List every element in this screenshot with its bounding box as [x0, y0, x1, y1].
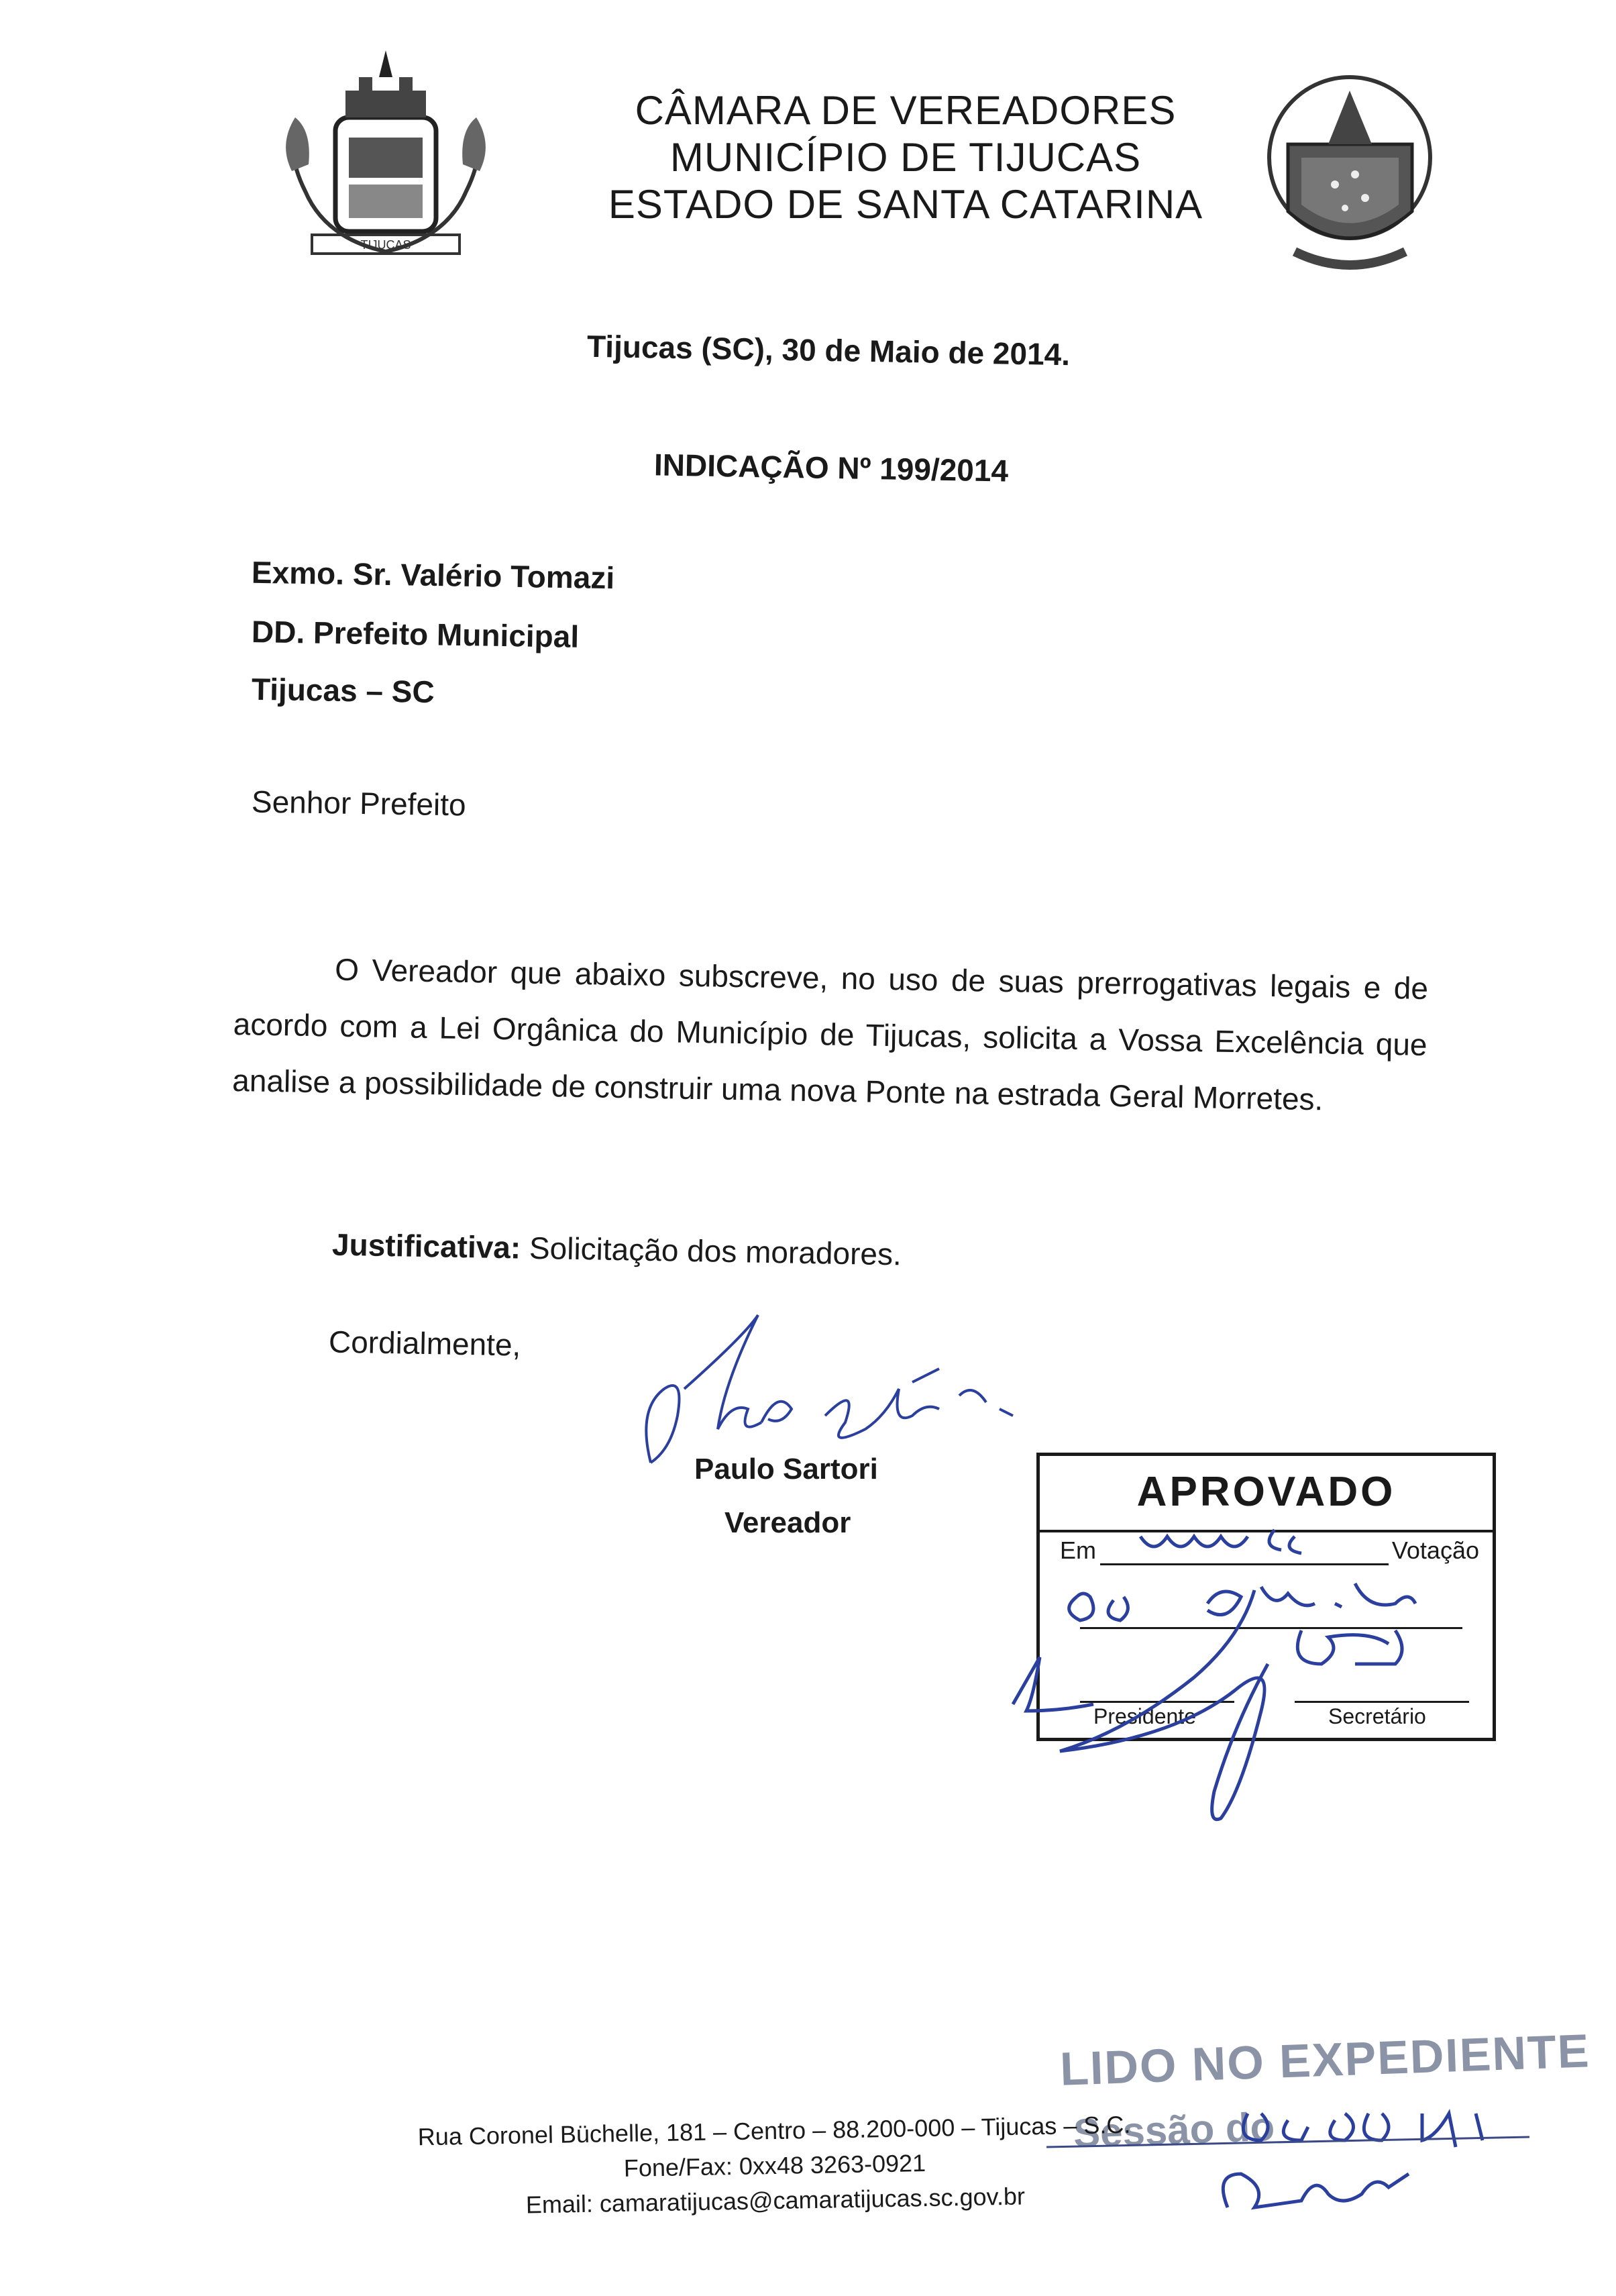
footer: [388, 2107, 1162, 2225]
addressee-name: Exmo. Sr. Valério Tomazi: [251, 554, 615, 596]
stamp-presidente-label: Presidente: [1093, 1704, 1196, 1728]
header-line-2: MUNICÍPIO DE TIJUCAS: [669, 135, 1142, 180]
stamp-votacao-label: Votação: [1391, 1536, 1479, 1564]
closing: Cordialmente,: [328, 1324, 521, 1363]
addressee-location: Tijucas – SC: [251, 671, 435, 710]
indicacao-number: INDICAÇÃO Nº 199/2014: [653, 447, 1009, 488]
stamp-em-label: Em: [1060, 1536, 1096, 1564]
expediente-subtitle: Sessão do: [1072, 2103, 1276, 2156]
header-line-3: ESTADO DE SANTA CATARINA: [608, 182, 1203, 227]
expediente-title: LIDO NO EXPEDIENTE: [1059, 2024, 1591, 2095]
footer-address: Rua Coronel Büchelle, 181 – Centro – 88.200-000 – Tijucas – S.C.: [417, 2110, 1131, 2151]
approval-handwriting: [926, 1510, 1516, 1859]
body-text: O Vereador que abaixo subscreve, no uso de suas prerrogativas legais e de acordo com a Lei Orgânica do Município de Tijucas, solicita a Vossa Excelência que analise a possibilidade de construir uma nova Ponte na estrada Geral Morretes.: [231, 951, 1429, 1117]
stamp-title: APROVADO: [1136, 1469, 1396, 1515]
footer-phone: Fone/Fax: 0xx48 3263-0921: [623, 2149, 926, 2182]
justificativa: [332, 1227, 902, 1273]
stamp-secretario-label: Secretário: [1328, 1704, 1426, 1728]
municipal-coat-of-arms-icon: [272, 37, 500, 265]
body-paragraph: [232, 939, 1429, 1129]
addressee-role: DD. Prefeito Municipal: [251, 614, 580, 654]
signer-name: Paulo Sartori: [694, 1453, 878, 1485]
document-date: Tijucas (SC), 30 de Maio de 2014.: [586, 328, 1071, 372]
signer-title: Vereador: [724, 1506, 851, 1539]
footer-email: Email: camaratijucas@camaratijucas.sc.gov.br: [525, 2182, 1026, 2219]
salutation: Senhor Prefeito: [251, 784, 467, 823]
justificativa-label: Justificativa:: [331, 1227, 521, 1265]
svg-text:TIJUCAS: TIJUCAS: [360, 238, 411, 252]
header-line-1: CÂMARA DE VEREADORES: [635, 88, 1177, 133]
legislative-seal-icon: [1254, 64, 1446, 285]
justificativa-text: Solicitação dos moradores.: [520, 1230, 902, 1272]
institution-header: [510, 87, 1301, 228]
